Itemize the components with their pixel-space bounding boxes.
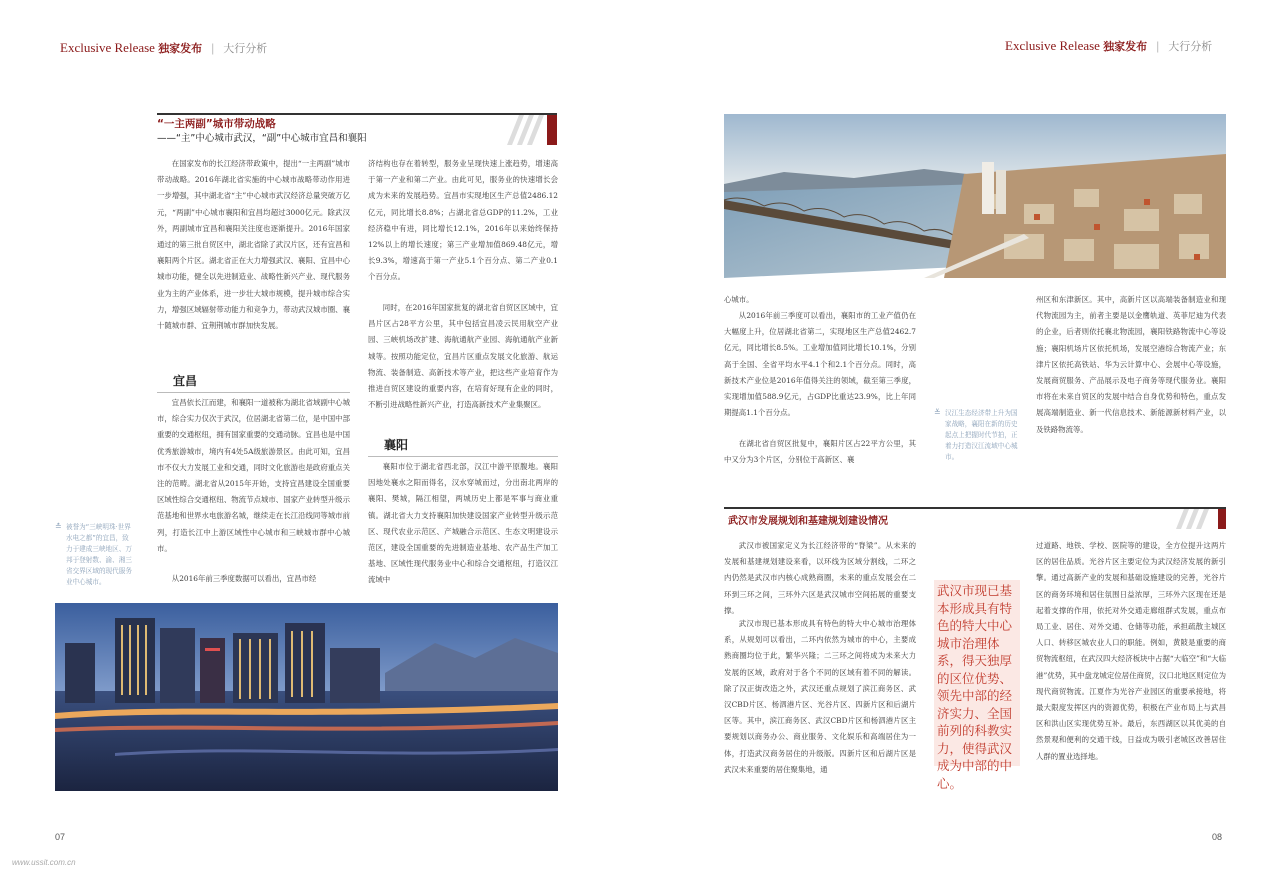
section-title-banner-right: [724, 507, 1226, 529]
section-title-banner: [157, 113, 557, 145]
header-en-title: Exclusive Release: [1005, 38, 1100, 53]
col1-tail: 从2016年前三季度数据可以看出，宜昌市经: [171, 574, 317, 583]
left-running-header: [60, 40, 267, 56]
yichang-paragraph: 宜昌依长江而建，和襄阳一道被称为湖北省域副中心城市，综合实力仅次于武汉，位居湖北省第二位，是中国中部重要的交通枢纽，拥有国家重要的交通动脉。宜昌也是中国优秀旅游城市，境内有4处5A级旅游景区。由此可知，宜昌市不仅大力发展工业和交通，同时文化旅游也是政府重点关注的范畴。湖北省从2015年开始，支持宜昌建设全国重要区域性综合交通枢纽、物流节点城市、国家产业转型升级示范基地和世界水电旅游名城，继续走在长江沿线同等城市前列，打造长江中上游区域性中心城市和三峡城市群中心城市。: [157, 398, 350, 553]
section-subtitle: ——“主”中心城市武汉，“副”中心城市宜昌和襄阳: [157, 133, 367, 144]
header-en-title: Exclusive Release: [60, 40, 155, 55]
colD-paragraph: 过道路、地铁、学校、医院等的建设，全方位提升这两片区的居住品质。光谷片区主要定位为武汉经济发展的新引擎。通过高新产业的发展和基础设施建设的完善，光谷片区的商务环境和居住氛围日益浓厚，三环外六区现在还是起着支撑的作用，依托对外交通走廊组群式发展，重点布局工业、居住、对外交通、仓储等功能，承担疏散主城区人口、转移区城农业人口的职能。例如，黄陂是重要的商贸物流枢纽，在武汉四大经济板块中占据“大临空”和“大临港”优势，其中盘龙城定位居住商贸，汉口北地区则定位为现代商贸物流。江夏作为光谷产业园区的重要承接地，将最大限度发挥区内的资源优势，积极在产业布局上与武昌区和洪山区实现优势互补。最后，东西湖区以其优美的自然景观和便利的交通干线，日益成为吸引老城区改善居住人群的置业选择地。: [1036, 541, 1226, 761]
xiangyang-paragraph: 襄阳市位于湖北省西北部，汉江中游平原腹地。襄阳因地处襄水之阳而得名，汉水穿城而过，分出南北两岸的襄阳、樊城，隔江相望，两城历史上都是军事与商业重镇。湖北省大力支持襄阳加快建设国家产业转型升级示范区、现代农业示范区、产城融合示范区、生态文明建设示范区，建设全国重要的先进制造业基地、农产品生产加工基地、区域性现代服务业中心和综合交通枢纽，打造汉江流域中: [368, 462, 558, 585]
header-cn-title: 独家发布: [158, 42, 203, 55]
xiangyang-aerial-photo: [724, 114, 1226, 278]
photo-caption-right: ≚ 汉江生态经济带上升为国家战略，襄阳在新的历史起点上把握时代节拍，正着力打造汉江流域中心城市。: [934, 408, 1018, 461]
header-subsection: 大行分析: [223, 42, 268, 55]
header-separator: |: [211, 40, 215, 55]
colC-paragraph-1: 武汉市被国家定义为长江经济带的“脊梁”。从未来的发展和基建规划建设来看，以环线为区域分割线，二环之内仍然是武汉市内核心成熟商圈，未来的重点发展会在二环到三环之间，三环外六区是武汉城市空间拓展的重要支撑。: [724, 541, 916, 615]
pull-quote: 武汉市现已基本形成具有特色的特大中心城市治理体系，得天独厚的区位优势、领先中部的经济实力、全国前列的科教实力，使得武汉成为中部的中心。: [934, 580, 1020, 766]
intro-paragraph: 在国家发布的长江经济带政策中，提出“一主两副”城市带动战略。2016年湖北省实施的中心城市战略带动作用进一步增强，其中湖北省“主”中心城市武汉经济总量突破万亿元，“两副”中心城市襄阳和宜昌均超过3000亿元。除武汉外，两副城市宜昌和襄阳关注度也逐渐提升。2016年国家通过的第三批自贸区中，湖北省除了武汉片区，还有宜昌和襄阳两个片区。湖北省正在大力增强武汉、襄阳、宜昌中心城市功能，健全以先进制造业、战略性新兴产业、现代服务业为主的产业体系，进一步壮大城市规模，提升城市综合实力，增强区域辐射带动能力和竞争力，带动武汉城市圈、襄十随城市群、宜荆荆城市群加快发展。: [157, 159, 350, 331]
heading-xiangyang: 襄阳: [368, 436, 558, 457]
stripe-decoration: [1166, 507, 1226, 529]
colA-lead: 心城市。: [724, 295, 754, 304]
heading-yichang: 宜昌: [157, 372, 350, 393]
colA-paragraph-3: 在湖北省自贸区批复中，襄阳片区占22平方公里，其中又分为3个片区，分别位于高新区、襄: [724, 439, 916, 465]
colA-paragraph-2: 从2016年前三季度可以看出，襄阳市的工业产值仍在大幅度上升，位居湖北省第二，实现地区生产总值2462.7亿元，同比增长8.5%。工业增加值同比增长10.1%，分别高于全国、全省平均水平4.1个和2.1个百分点。同时，高新技术产业位是2016年值得关注的领域，截至第三季度，实现增加值588.9亿元，占GDP比重达23.9%，比上年同期提高1.1个百分点。: [724, 311, 916, 418]
col2-paragraph-b: 同时，在2016年国家批复的湖北省自贸区区域中，宜昌片区占28平方公里，其中包括宜昌凌云民用航空产业园、三峡机场改扩建、海航通航产业园、海航通航产业新城等。按照功能定位，宜昌片区重点发展文化旅游、航运物流、装备制造、高新技术等产业，把这些产业培育作为推进自贸区建设的重要内容，在培育好现有企业的同时，不断引进战略性新兴产业，打造高新技术产业集聚区。: [368, 303, 558, 410]
colC-paragraph-2: 武汉市现已基本形成具有特色的特大中心城市治理体系，从规划可以看出，二环内依然为城市的中心，主要成熟商圈均位于此，繁华兴隆；二三环之间将成为未来大力发展的区域，政府对于各个不同的区域有着不同的解读。除了汉正街改造之外，武汉还重点规划了滨江商务区、武汉CBD片区、杨泗港片区、光谷片区、四新片区和后湖片区等。其中，滨江商务区、武汉CBD片区和杨泗港片区主要规划以商务办公、商业服务、文化娱乐和高端居住为一体，打造武汉商务居住的升级版。四新片区和后湖片区是武汉未来重要的居住聚集地，通: [724, 619, 916, 774]
chevron-down-icon: ≛: [55, 522, 62, 531]
watermark: www.ussit.com.cn: [12, 858, 76, 867]
header-subsection: 大行分析: [1168, 40, 1213, 53]
section-title-right: 武汉市发展规划和基建规划建设情况: [728, 516, 888, 527]
yichang-night-photo: [55, 603, 558, 791]
colB-paragraph: 州区和东津新区。其中，高新片区以高端装备制造业和现代物流园为主，前者主要是以金鹰轨道、英菲尼迪为代表的企业，后者则依托襄北物流园，襄阳铁路物流中心等设施；襄阳机场片区依托机场，发展空港综合物流产业；东津片区依托高铁站、华为云计算中心、会展中心等设施，发展商贸服务、产品展示及电子商务等现代服务业。襄阳市将在未来自贸区的发展中结合自身优势和特色，重点发展高端制造业、新一代信息技术、新能源新材料产业，以及铁路物流等。: [1036, 295, 1226, 434]
section-title: “一主两副”城市带动战略: [157, 118, 276, 130]
header-cn-title: 独家发布: [1103, 40, 1148, 53]
chevron-up-icon: ≚: [934, 408, 941, 417]
right-running-header: [1005, 38, 1212, 54]
col2-paragraph-a: 济结构也存在着转型，服务业呈现快速上涨趋势，增速高于第一产业和第二产业。由此可见，服务业的快速增长会成为未来的发展趋势。宜昌市实现地区生产总值2486.12亿元，同比增长8.8%；占湖北省总GDP的11.2%，工业经济稳中有进，同比增长12.1%，2016年以来始终保持12%以上的增长速度；第三产业增加值869.48亿元，增长9.3%，增速高于第一产业5.1个百分点、第二产业0.1个百分点。: [368, 159, 558, 282]
page-number-right: 08: [1212, 832, 1223, 842]
stripe-decoration: [497, 113, 557, 145]
header-separator: |: [1156, 38, 1160, 53]
photo-caption-left: ≛ 被誉为“三峡明珠·世界水电之都”的宜昌，致力于建成三峡地区、万邦于登射数、渝、湘三省交界区域的现代服务业中心城市。: [55, 522, 132, 586]
page-number-left: 07: [55, 832, 66, 842]
